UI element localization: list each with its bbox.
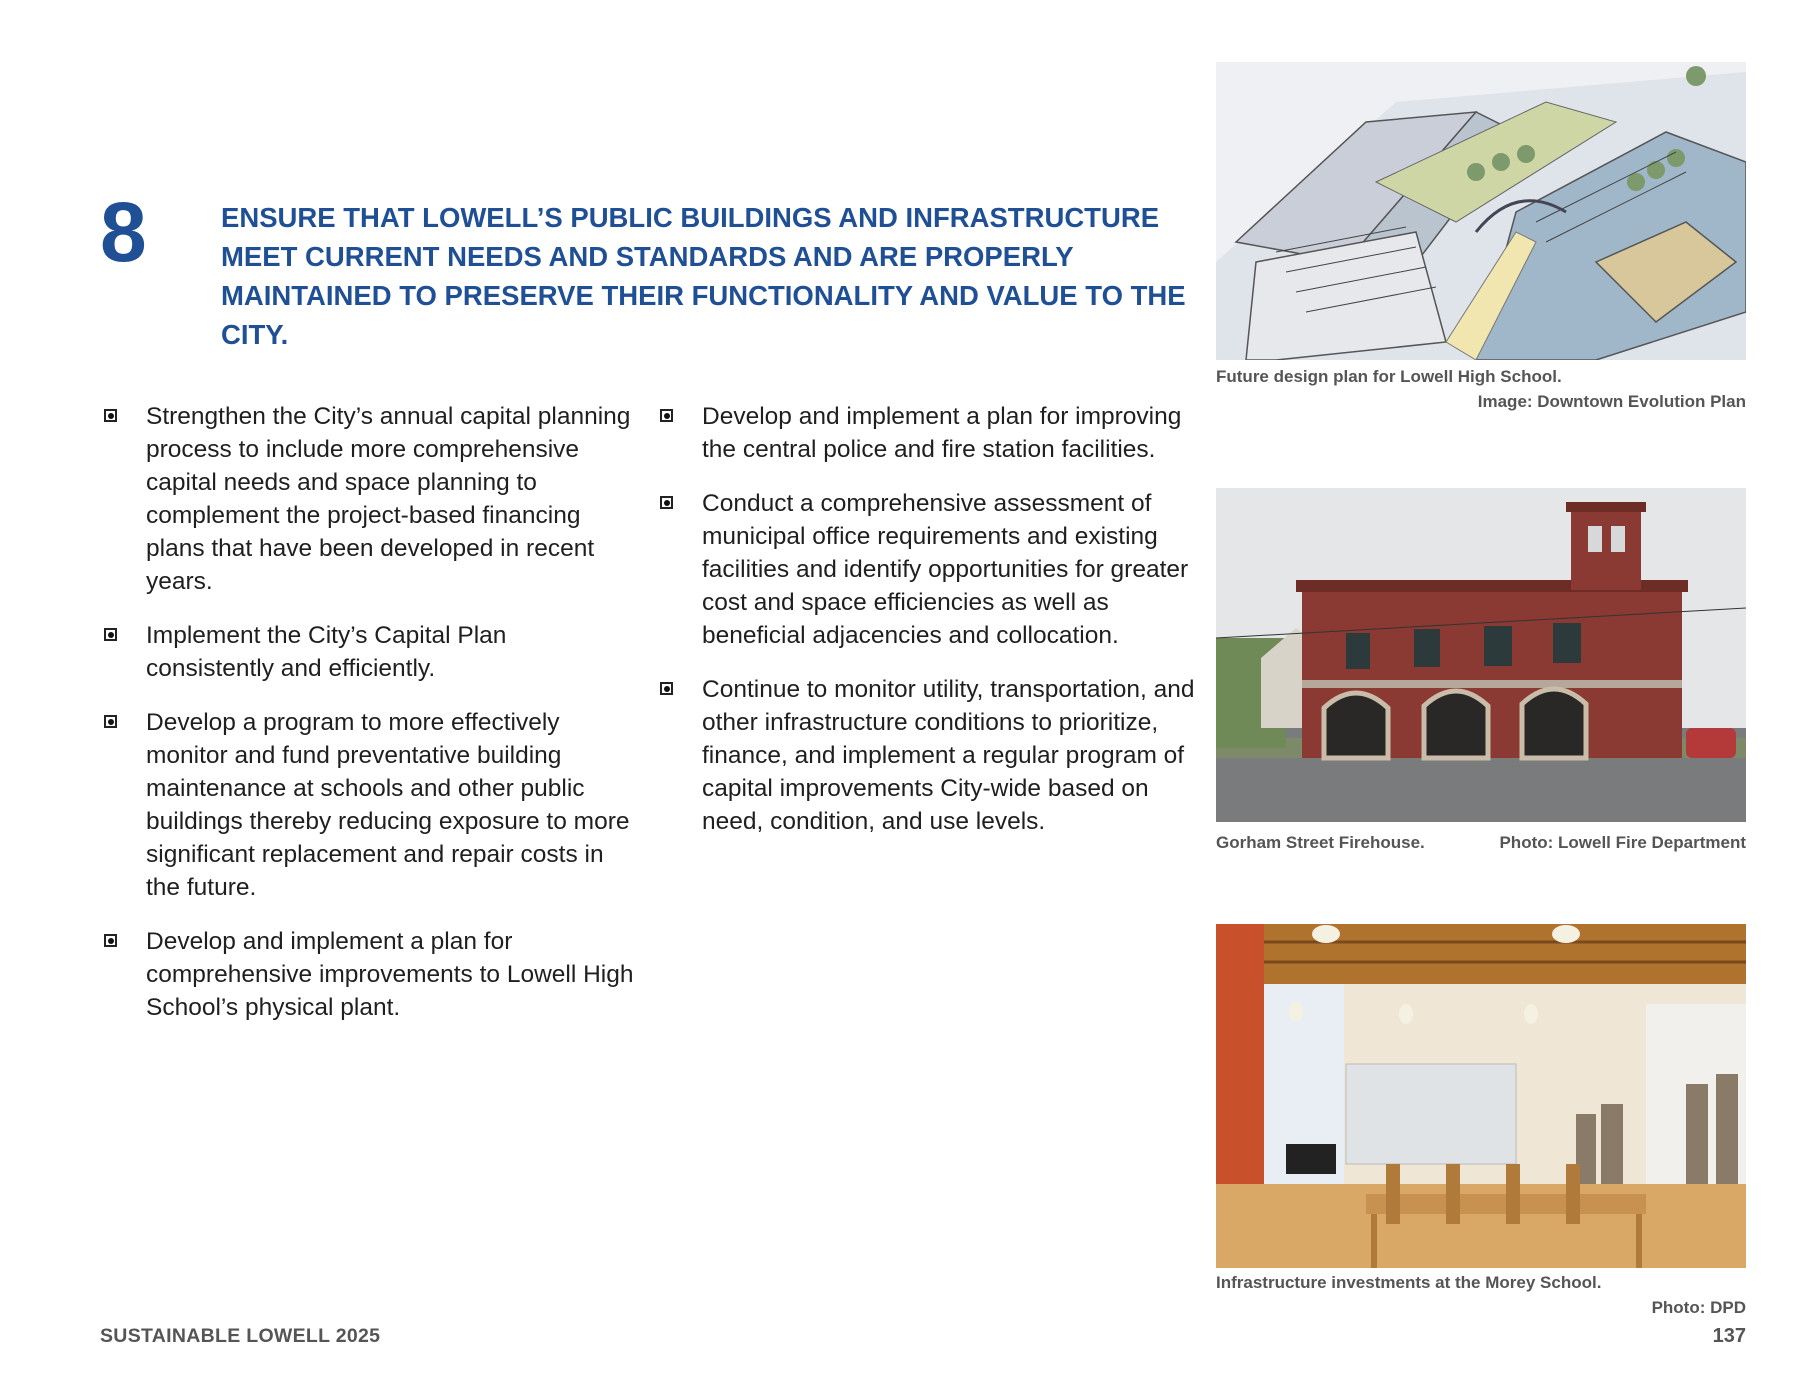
action-item (100, 706, 640, 904)
goal-title: ENSURE THAT LOWELL’S PUBLIC BUILDINGS AND INFRASTRUCTURE MEET CURRENT NEEDS AND STANDARDS AND ARE PROPERLY MAINTAINED TO PRESERVE THEIR FUNCTIONALITY AND VALUE TO THE CITY. (221, 202, 1186, 350)
action-item (100, 925, 640, 1024)
photo-gorham-street-firehouse (1216, 488, 1746, 822)
action-item (100, 619, 640, 685)
action-item (656, 400, 1206, 466)
photo-lowell-high-school-sketch (1216, 62, 1746, 360)
action-text: Implement the City’s Capital Plan consistently and efficiently. (146, 622, 507, 682)
library-photo (1216, 924, 1746, 1268)
photo-morey-school-library (1216, 924, 1746, 1268)
bullet-icon (660, 682, 673, 695)
caption-credit: Image: Downtown Evolution Plan (1477, 392, 1746, 411)
action-text: Conduct a comprehensive assessment of municipal office requirements and existing facilities and identify opportunities for greater cost and space efficiencies as well as beneficial adjacencies and collocation. (702, 490, 1189, 649)
caption-lowell-high-school (1216, 364, 1746, 414)
action-text: Develop a program to more effectively monitor and fund preventative building maintenance at schools and other public buildings thereby reducing exposure to more significant replacement and repair costs in the future. (146, 709, 630, 901)
caption-credit: Photo: DPD (1651, 1298, 1746, 1317)
footer-document-title: SUSTAINABLE LOWELL 2025 (100, 1325, 381, 1347)
action-text: Continue to monitor utility, transportation, and other infrastructure conditions to prioritize, finance, and implement a regular program of capital improvements City-wide based on need, condition, and use levels. (702, 676, 1195, 835)
actions-list-right (656, 400, 1206, 859)
action-text: Strengthen the City’s annual capital planning process to include more comprehensive capital needs and space planning to complement the project-based financing plans that have been developed in recent years. (146, 403, 631, 595)
bullet-icon (660, 409, 673, 422)
caption-text: Future design plan for Lowell High School. (1216, 367, 1562, 386)
action-item (656, 673, 1206, 838)
goal-number: 8 (100, 185, 147, 279)
action-item (100, 400, 640, 598)
caption-morey-school (1216, 1270, 1746, 1320)
caption-credit: Photo: Lowell Fire Department (1499, 833, 1746, 852)
bullet-icon (104, 715, 117, 728)
sketch-illustration (1216, 62, 1746, 360)
caption-text: Gorham Street Firehouse. (1216, 833, 1425, 852)
footer-page-number: 137 (1712, 1325, 1746, 1347)
action-text: Develop and implement a plan for comprehensive improvements to Lowell High School’s physical plant. (146, 928, 634, 1021)
caption-firehouse (1216, 830, 1746, 855)
actions-list-left (100, 400, 640, 1045)
firehouse-photo (1216, 488, 1746, 822)
bullet-icon (660, 496, 673, 509)
bullet-icon (104, 934, 117, 947)
action-text: Develop and implement a plan for improving the central police and fire station facilities. (702, 403, 1182, 463)
bullet-icon (104, 409, 117, 422)
caption-text: Infrastructure investments at the Morey School. (1216, 1273, 1602, 1292)
bullet-icon (104, 628, 117, 641)
action-item (656, 487, 1206, 652)
